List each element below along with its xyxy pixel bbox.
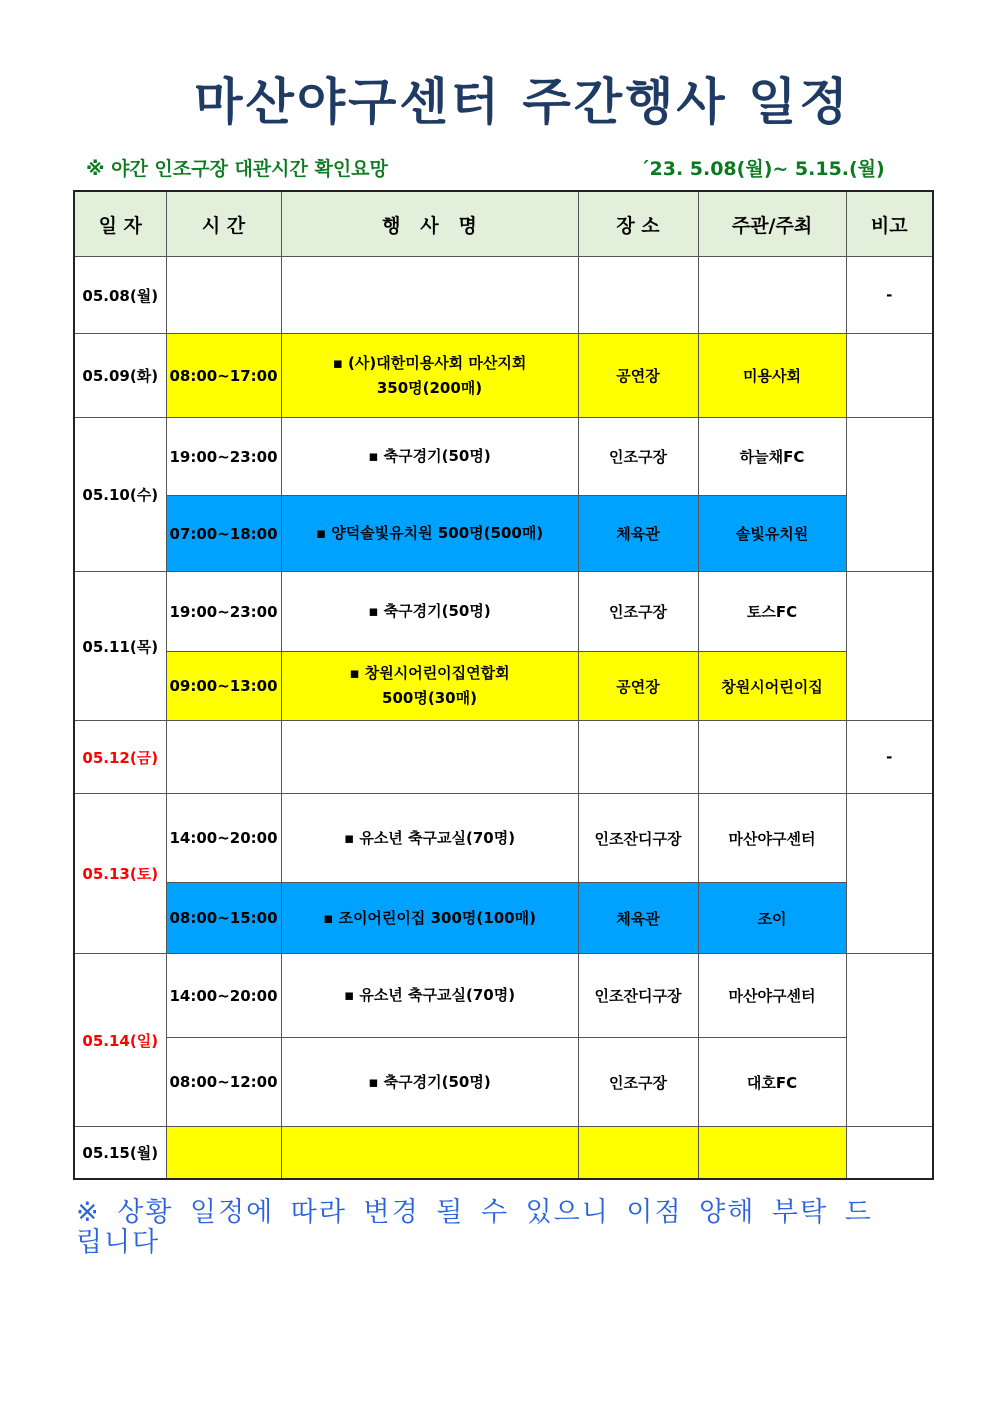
host-cell: 토스FC <box>698 572 846 652</box>
place-cell <box>578 1127 698 1179</box>
event-name-cell: ▪ 축구경기(50명) <box>281 1038 578 1127</box>
place-cell: 공연장 <box>578 652 698 721</box>
table-header-row <box>74 191 933 257</box>
table-row <box>74 794 933 883</box>
date-cell: 05.15(월) <box>74 1127 166 1179</box>
night-field-notice: ※ 야간 인조구장 대관시간 확인요망 <box>86 158 388 180</box>
host-cell <box>698 721 846 794</box>
note-cell <box>846 794 933 954</box>
host-cell: 대호FC <box>698 1038 846 1127</box>
table-row <box>74 257 933 334</box>
time-cell: 14:00~20:00 <box>166 954 281 1038</box>
time-cell: 09:00~13:00 <box>166 652 281 721</box>
place-cell: 체육관 <box>578 883 698 954</box>
event-name-line2: 500명(30매) <box>382 689 477 707</box>
note-cell <box>846 334 933 418</box>
time-cell: 14:00~20:00 <box>166 794 281 883</box>
time-cell <box>166 1127 281 1179</box>
event-name-line1: ▪ (사)대한미용사회 마산지회 <box>332 353 527 372</box>
place-cell: 인조구장 <box>578 1038 698 1127</box>
time-cell: 19:00~23:00 <box>166 572 281 652</box>
header-note: 비고 <box>846 191 933 257</box>
header-host: 주관/주최 <box>698 191 846 257</box>
event-name-cell: ▪ 유소년 축구교실(70명) <box>281 954 578 1038</box>
table-row <box>74 721 933 794</box>
table-row <box>74 954 933 1038</box>
date-cell: 05.08(월) <box>74 257 166 334</box>
event-name-cell: ▪ 양덕솔빛유치원 500명(500매) <box>281 496 578 572</box>
place-cell: 체육관 <box>578 496 698 572</box>
time-cell: 07:00~18:00 <box>166 496 281 572</box>
note-cell <box>846 954 933 1127</box>
date-cell: 05.10(수) <box>74 418 166 572</box>
event-name-cell <box>281 257 578 334</box>
place-cell: 인조잔디구장 <box>578 794 698 883</box>
header-place: 장 소 <box>578 191 698 257</box>
time-cell <box>166 721 281 794</box>
event-name-cell <box>281 652 578 721</box>
host-cell: 창원시어린이집 <box>698 652 846 721</box>
host-cell: 마산야구센터 <box>698 794 846 883</box>
place-cell <box>578 721 698 794</box>
event-name-cell: ▪ 조이어린이집 300명(100매) <box>281 883 578 954</box>
host-cell: 미용사회 <box>698 334 846 418</box>
event-name-cell <box>281 1127 578 1179</box>
host-cell: 조이 <box>698 883 846 954</box>
weekly-schedule-table <box>73 190 934 1180</box>
host-cell: 하늘채FC <box>698 418 846 496</box>
schedule-period: ´23. 5.08(월)~ 5.15.(월) <box>640 158 885 180</box>
date-cell: 05.09(화) <box>74 334 166 418</box>
time-cell: 08:00~12:00 <box>166 1038 281 1127</box>
place-cell: 인조구장 <box>578 418 698 496</box>
note-cell <box>846 1127 933 1179</box>
host-cell <box>698 257 846 334</box>
place-cell: 공연장 <box>578 334 698 418</box>
time-cell: 08:00~17:00 <box>166 334 281 418</box>
header-date: 일 자 <box>74 191 166 257</box>
note-cell: - <box>846 721 933 794</box>
table-row <box>74 418 933 496</box>
date-cell: 05.14(일) <box>74 954 166 1127</box>
event-name-line1: ▪ 창원시어린이집연합회 <box>349 664 510 682</box>
table-row <box>74 883 933 954</box>
date-cell: 05.11(목) <box>74 572 166 721</box>
host-cell <box>698 1127 846 1179</box>
table-row <box>74 652 933 721</box>
note-cell: - <box>846 257 933 334</box>
table-row <box>74 334 933 418</box>
page-title: 마산야구센터 주간행사 일정 <box>194 73 851 131</box>
event-name-cell <box>281 721 578 794</box>
date-cell: 05.13(토) <box>74 794 166 954</box>
host-cell: 마산야구센터 <box>698 954 846 1038</box>
place-cell <box>578 257 698 334</box>
note-cell <box>846 572 933 721</box>
change-notice-footer: ※ 상황 일정에 따라 변경 될 수 있으니 이점 양해 부탁 드립니다 <box>76 1197 873 1258</box>
time-cell <box>166 257 281 334</box>
place-cell: 인조잔디구장 <box>578 954 698 1038</box>
event-name-cell: ▪ 축구경기(50명) <box>281 572 578 652</box>
event-name-cell <box>281 334 578 418</box>
table-row <box>74 1038 933 1127</box>
table-row <box>74 572 933 652</box>
note-cell <box>846 418 933 572</box>
time-cell: 08:00~15:00 <box>166 883 281 954</box>
host-cell: 솔빛유치원 <box>698 496 846 572</box>
table-row <box>74 496 933 572</box>
header-time: 시 간 <box>166 191 281 257</box>
table-row <box>74 1127 933 1179</box>
date-cell: 05.12(금) <box>74 721 166 794</box>
place-cell: 인조구장 <box>578 572 698 652</box>
event-name-cell: ▪ 유소년 축구교실(70명) <box>281 794 578 883</box>
event-name-cell: ▪ 축구경기(50명) <box>281 418 578 496</box>
time-cell: 19:00~23:00 <box>166 418 281 496</box>
event-name-line2: 350명(200매) <box>376 378 483 397</box>
header-event-name: 행 사 명 <box>281 191 578 257</box>
